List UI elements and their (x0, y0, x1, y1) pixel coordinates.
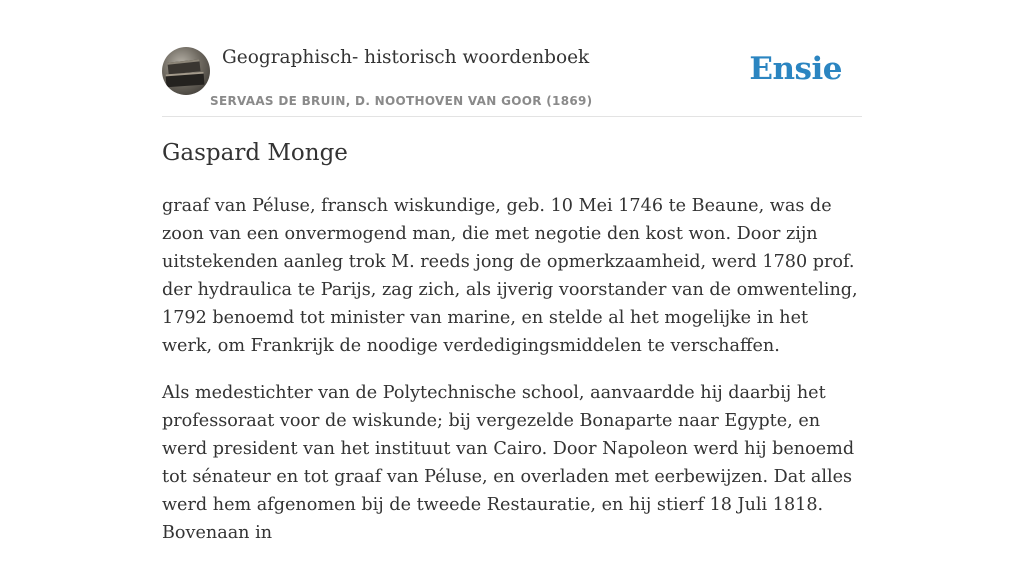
book-authors: SERVAAS DE BRUIN, D. NOOTHOVEN VAN GOOR (1869) (210, 94, 593, 108)
header (162, 0, 862, 117)
entry-title: Gaspard Monge (162, 140, 348, 166)
entry-paragraph: Als medestichter van de Polytechnische school, aanvaardde hij daarbij het professoraat voor de wiskunde; bij vergezelde Bonaparte naar Egypte, en werd president van het instituut van Cairo. Door Napoleon werd hij benoemd tot sénateur en tot graaf van Péluse, en overladen met eerbewijzen. Dat alles werd hem afgenomen bij de tweede Restauratie, en hij stierf 18 Juli 1818. Bovenaan in (162, 383, 855, 543)
book-cover-avatar[interactable] (162, 47, 210, 95)
entry-body (162, 192, 862, 566)
ensie-logo[interactable]: Ensie (749, 51, 842, 87)
book-title-link[interactable]: Geographisch- historisch woordenboek (222, 47, 590, 68)
book-image (166, 72, 205, 88)
page (162, 0, 862, 543)
entry-paragraph: graaf van Péluse, fransch wiskundige, geb. 10 Mei 1746 te Beaune, was de zoon van een onvermogend man, die met negotie den kost won. Door zijn uitstekenden aanleg trok M. reeds jong de opmerkzaamheid, werd 1780 prof. der hydraulica te Parijs, zag zich, als ijverig voorstander van de omwenteling, 1792 benoemd tot minister van marine, en stelde al het mogelijke in het werk, om Frankrijk de noodige verdedigingsmiddelen te verschaffen. (162, 196, 858, 356)
